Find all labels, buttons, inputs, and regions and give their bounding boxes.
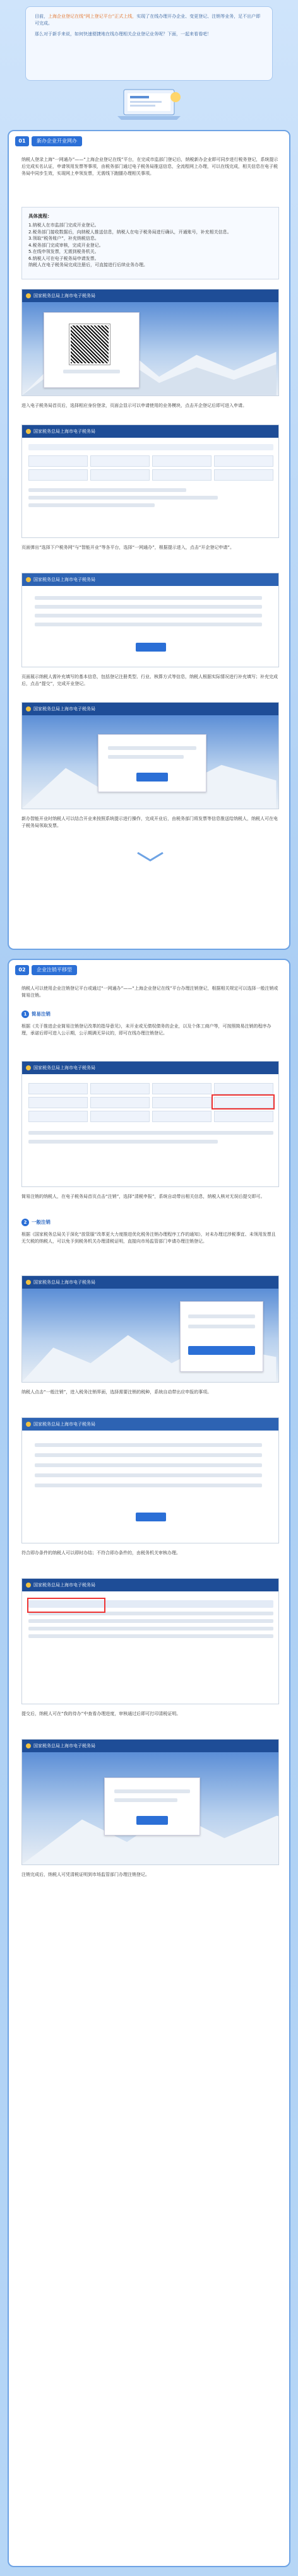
section-intro: 纳税人登录上海“一网通办”——“上海企业登记在线”平台，在完成市监部门登记后，纳税新办企业即可同步进行税务登记，系统提示后完成实名认证，申请领用发票等事项，由税务部门通过电子税务局推送信息，全流程网上办理，可以在线完成，相关信息在电子税务局中同步生效，实现网上申领发票，无需线下跑腿办理相关事项。 <box>21 157 278 176</box>
form-screenshot: 国家税务总局上海市电子税务局 <box>21 573 279 667</box>
general-text: 根据《国家税务总局关于深化“放管服”改革更大力度推进优化税务注销办理程序工作的通知》，对未办理过涉税事宜、未领用发票且无欠税的纳税人，可以免予到税务机关办理清税证明，直接向市场监管部门申请办理注销登记。 <box>21 1232 276 1244</box>
step-note: 纳税人在电子税务局完成注册后，可直接进行后续业务办理。 <box>28 262 148 267</box>
dereg-portal-screenshot: 国家税务总局上海市电子税务局 <box>21 1061 279 1187</box>
emblem-icon <box>26 1422 31 1427</box>
login-panel <box>44 312 140 388</box>
steps-title: 具体流程： <box>28 213 52 219</box>
caption-9: 注销完成后，纳税人可凭清税证明到市场监管部门办理注销登记。 <box>21 1872 150 1877</box>
caption-6: 纳税人点击“一般注销”，进入税务注销界面，选择需要注销的税种，系统自动带出应申报的事项。 <box>21 1390 212 1395</box>
submit-button[interactable] <box>136 1513 166 1521</box>
screenshot-header: 国家税务总局上海市电子税务局 <box>22 290 278 302</box>
confirm-button[interactable] <box>136 1816 168 1825</box>
mountain-background <box>22 1752 278 1865</box>
result-screenshot: 国家税务总局上海市电子税务局 <box>21 702 279 809</box>
caption-4: 新办智能开业时纳税人可以结合开业来按照系统提示进行操作，完成开业后，由税务部门将发票等信息推送给纳税人，纳税人可在电子税务局领取发票。 <box>21 816 278 828</box>
result-panel <box>104 1777 200 1835</box>
function-tiles <box>28 455 273 481</box>
step-item: 2.税务部门接收数据后，向纳税人推送信息，纳税人在电子税务局进行确认，开通账号，补充相关信息。 <box>28 229 232 235</box>
submit-button[interactable] <box>136 643 166 652</box>
emblem-icon <box>26 293 31 298</box>
emblem-icon <box>26 577 31 582</box>
caption-7: 符合即办条件的纳税人可以即时办结；不符合即办条件的，由税务机关审核办理。 <box>21 1550 181 1555</box>
section-number: 01 <box>15 136 29 146</box>
intro-paragraph-1: 目前，上海企业登记在线“网上登记平台”正式上线，实现了在线办理开办企业、变更登记、注销等业务，足不出户即可完成。 <box>35 14 261 26</box>
section-deregistration <box>8 959 290 2567</box>
dereg-form-screenshot: 国家税务总局上海市电子税务局 <box>21 1417 279 1543</box>
step-item: 3.领取“税务账户”，补充纳税信息。 <box>28 236 99 241</box>
subsection-general: 2 一般注销 <box>21 1219 51 1226</box>
result-panel <box>98 734 206 792</box>
emblem-icon <box>26 1065 31 1070</box>
emblem-icon <box>26 1743 31 1748</box>
qr-code[interactable] <box>69 324 110 365</box>
section-title: 企业注销平移型 <box>32 965 77 975</box>
caption-5: 简易注销的纳税人，在电子税务局首页点击“注销”，选择“清税申报”，系统自动带出相关信息，纳税人核对无误后提交即可。 <box>21 1194 265 1199</box>
section-intro: 纳税人可以使用企业注销登记平台或通过“一网通办”——“上海企业登记在线”平台办理注销登记，根据相关规定可以选择一般注销或简易注销。 <box>21 986 278 998</box>
login-button[interactable] <box>188 1346 255 1355</box>
caption-8: 提交后，纳税人可在“我的待办”中查看办理进度，审核通过后即可打印清税证明。 <box>21 1711 181 1716</box>
login-panel <box>180 1301 263 1372</box>
simple-text: 根据《关于推进企业简易注销登记改革的指导意见》，未开业或无债权债务的企业，以及个体工商户等，可按照简易注销的程序办理，承诺后即可进入公示期，公示期满无异议的，即可在线办理注销登记。 <box>21 1024 271 1036</box>
laptop-illustration-icon <box>112 87 186 121</box>
portal-screenshot: 国家税务总局上海市电子税务局 <box>21 424 279 538</box>
intro-paragraph-2: 那么对于新手来说，如何快速便捷地在线办理相关企业登记业务呢？下面，一起来看看吧！ <box>35 32 212 37</box>
emblem-icon <box>26 1280 31 1285</box>
mountain-background <box>22 1289 278 1382</box>
intro-box <box>25 6 273 81</box>
dereg-list-screenshot: 国家税务总局上海市电子税务局 <box>21 1578 279 1704</box>
divider-arrow-icon <box>135 850 165 863</box>
step-item: 1.纳税人在市监部门完成开业登记。 <box>28 223 99 228</box>
steps-box <box>21 207 279 279</box>
caption-3: 页面展示纳税人需补充填写的基本信息，包括登记注册类型、行业、核算方式等信息，纳税人根据实际情况进行补充填写；补充完成后，点击“提交”，完成开业登记。 <box>21 674 278 686</box>
login-screenshot <box>21 289 279 396</box>
confirm-button[interactable] <box>136 773 168 782</box>
dereg-result-screenshot: 国家税务总局上海市电子税务局 <box>21 1739 279 1865</box>
dereg-login-screenshot: 国家税务总局上海市电子税务局 <box>21 1275 279 1383</box>
step-item: 4.税务部门完成审核，完成开业登记。 <box>28 242 104 248</box>
step-item: 6.纳税人可在电子税务局申请发票。 <box>28 255 99 261</box>
section-title: 新办企业开业网办 <box>32 136 82 146</box>
emblem-icon <box>26 429 31 434</box>
subsection-simple: 1 简易注销 <box>21 1010 51 1018</box>
emblem-icon <box>26 1583 31 1588</box>
section-new-business <box>8 130 290 950</box>
highlight-box <box>27 1598 105 1613</box>
caption-2: 页面弹出“选择下户税务网”与“智能开业”等各平台，选择“一网通办”，根据提示进入，点击“开企登记申请”。 <box>21 545 235 550</box>
section-number: 02 <box>15 965 29 975</box>
mountain-background <box>22 302 278 395</box>
step-item: 5.在线申领发票，无需到税务机关。 <box>28 249 99 254</box>
caption-1: 进入电子税务局首页后，选择相应身份登录，页面会显示可以申请使用的业务模块，点击开企登记后即可进入申请。 <box>21 403 247 408</box>
emblem-icon <box>26 706 31 711</box>
highlight-box <box>212 1094 275 1109</box>
mountain-background <box>22 715 278 809</box>
